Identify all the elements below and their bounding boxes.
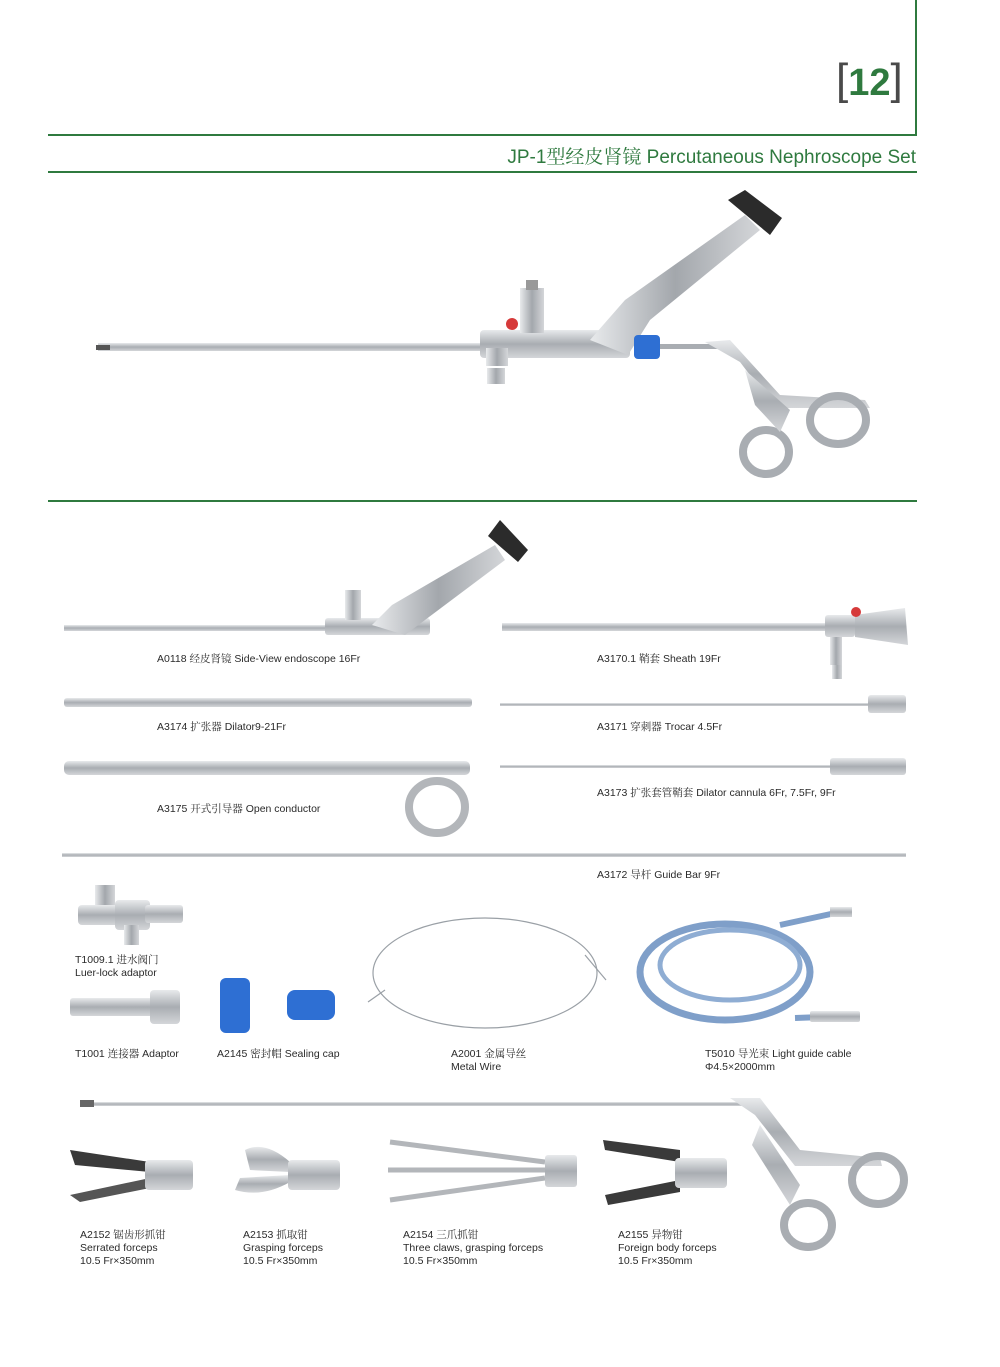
t5010-label — [705, 1048, 852, 1074]
a0118-endoscope-image — [64, 520, 528, 635]
a2153-label-line3: 10.5 Fr×350mm — [243, 1255, 318, 1267]
a3175-conductor-image — [64, 761, 470, 833]
a3172-label: A3172 导杆 Guide Bar 9Fr — [597, 869, 721, 881]
t1009-adaptor-image — [78, 885, 183, 945]
a2001-label-line1: A2001 金属导丝 — [451, 1048, 527, 1060]
page-title: JP-1型经皮肾镜 Percutaneous Nephroscope Set — [507, 147, 916, 168]
a3174-label: A3174 扩张器 Dilator9-21Fr — [157, 721, 286, 733]
t5010-label-line1: T5010 导光束 Light guide cable — [705, 1048, 852, 1060]
a2001-label — [451, 1048, 526, 1074]
a2154-label — [403, 1229, 543, 1268]
a2153-grasping-forceps-image — [235, 1147, 340, 1193]
a2145-sealing-cap-image — [220, 978, 335, 1033]
a3170-label: A3170.1 鞘套 Sheath 19Fr — [597, 653, 721, 665]
a2155-label — [618, 1229, 717, 1268]
t5010-label-line2: Φ4.5×2000mm — [705, 1061, 775, 1073]
bracket-left: [ — [836, 55, 849, 104]
page-number-value: 12 — [848, 62, 891, 104]
a2001-label-line2: Metal Wire — [451, 1061, 502, 1073]
t1009-label-line2: Luer-lock adaptor — [75, 967, 157, 979]
a3173-cannula-image — [500, 758, 906, 775]
a0118-label: A0118 经皮肾镜 Side-View endoscope 16Fr — [157, 653, 361, 665]
a2152-label-line3: 10.5 Fr×350mm — [80, 1255, 155, 1267]
bracket-right: ] — [890, 55, 903, 104]
t1001-label: T1001 连接器 Adaptor — [75, 1048, 179, 1060]
a2153-label-line2: Grasping forceps — [243, 1242, 323, 1254]
a3171-trocar-image — [500, 695, 906, 713]
nephroscope-assembly-image — [96, 190, 870, 474]
a2152-serrated-forceps-image — [70, 1150, 193, 1202]
a2155-label-line2: Foreign body forceps — [618, 1242, 717, 1254]
a2154-label-line1: A2154 三爪抓钳 — [403, 1229, 479, 1241]
a3175-label: A3175 开式引导器 Open conductor — [157, 803, 321, 815]
a2155-label-line3: 10.5 Fr×350mm — [618, 1255, 693, 1267]
a2152-label-line1: A2152 锯齿形抓钳 — [80, 1229, 166, 1241]
t1009-label-line1: T1009.1 进水阀门 — [75, 954, 159, 966]
a2154-three-claws-image — [388, 1142, 577, 1200]
a2155-foreign-body-forceps-image — [603, 1140, 727, 1205]
a2155-label-line1: A2155 异物钳 — [618, 1229, 683, 1241]
t5010-light-cable-image — [640, 907, 860, 1022]
t1009-label — [75, 954, 158, 980]
a2154-label-line3: 10.5 Fr×350mm — [403, 1255, 478, 1267]
t1001-adaptor-image — [70, 990, 180, 1024]
a2145-label: A2145 密封帽 Sealing cap — [217, 1048, 340, 1060]
a2153-label — [243, 1229, 323, 1268]
a3173-label: A3173 扩张套管鞘套 Dilator cannula 6Fr, 7.5Fr, 9Fr — [597, 787, 836, 799]
a2152-label-line2: Serrated forceps — [80, 1242, 158, 1254]
a3174-dilator-image — [64, 698, 472, 707]
a3172-guide-bar-image — [62, 853, 906, 857]
a2001-metal-wire-image — [368, 918, 606, 1028]
a2152-label — [80, 1229, 166, 1268]
a3171-label: A3171 穿刺器 Trocar 4.5Fr — [597, 721, 723, 733]
a2154-label-line2: Three claws, grasping forceps — [403, 1242, 544, 1254]
a2153-label-line1: A2153 抓取钳 — [243, 1229, 308, 1241]
a3170-sheath-image — [502, 607, 908, 679]
